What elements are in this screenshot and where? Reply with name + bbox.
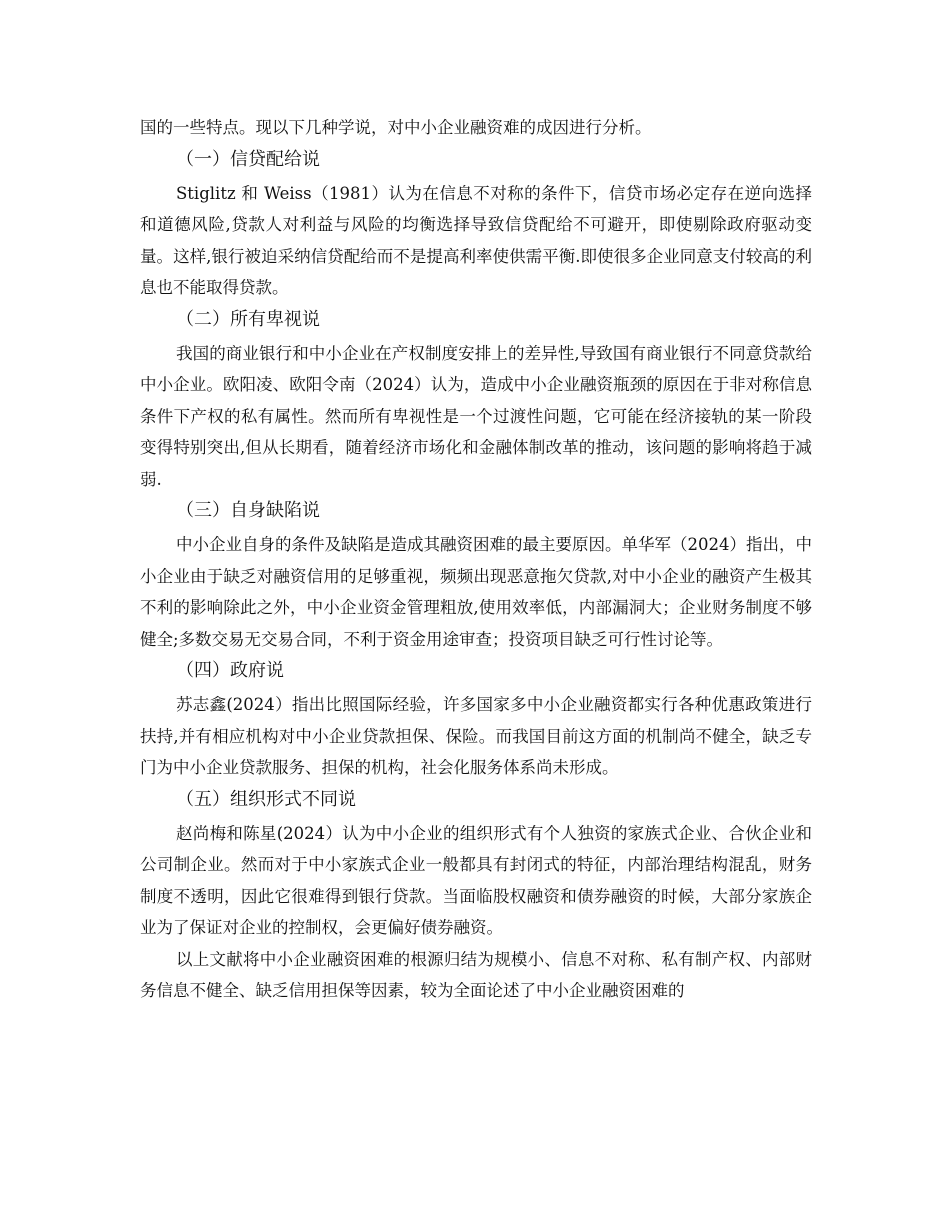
section-heading-organization-form: （五）组织形式不同说 xyxy=(176,788,356,810)
section-paragraph: 苏志鑫(2024）指出比照国际经验，许多国家多中小企业融资都实行各种优惠政策进行扶持,并有相应机构对中小企业贷款担保、保险。而我国目前这方面的机制尚不健全，缺乏专门为中小企业贷款服务、担保的机构，社会化服务体系尚未形成。 xyxy=(140,695,812,777)
section-paragraph: Stiglitz 和 Weiss（1981）认为在信息不对称的条件下，信贷市场必定存在逆向选择和道德风险,贷款人对利益与风险的均衡选择导致信贷配给不可避开，即使剔除政府驱动变量。这样,银行被迫采纳信贷配给而不是提高利率使供需平衡.即使很多企业同意支付较高的利息也不能取得贷款。 xyxy=(140,183,812,297)
section-paragraph: 我国的商业银行和中小企业在产权制度安排上的差异性,导致国有商业银行不同意贷款给中小企业。欧阳凌、欧阳令南（2024）认为，造成中小企业融资瓶颈的原因在于非对称信息条件下产权的私有属性。然而所有卑视性是一个过渡性问题，它可能在经济接轨的某一阶段变得特别突出,但从长期看，随着经济市场化和金融体制改革的推动，该问题的影响将趋于减弱. xyxy=(140,343,812,489)
section-heading-self-defects: （三）自身缺陷说 xyxy=(176,500,320,521)
intro-paragraph: 国的一些特点。现以下几种学说，对中小企业融资难的成因进行分析。 xyxy=(140,118,652,137)
section-paragraph: 中小企业自身的条件及缺陷是造成其融资困难的最主要原因。单华军（2024）指出，中小企业由于缺乏对融资信用的足够重视，频频出现恶意拖欠贷款,对中小企业的融资产生极其不利的影响除此之外，中小企业资金管理粗放,使用效率低，内部漏洞大；企业财务制度不够健全;多数交易无交易合同，不利于资金用途审查；投资项目缺乏可行性讨论等。 xyxy=(140,535,812,649)
summary-paragraph: 以上文献将中小企业融资困难的根源归结为规模小、信息不对称、私有制产权、内部财务信息不健全、缺乏信用担保等因素，较为全面论述了中小企业融资困难的 xyxy=(140,949,812,1000)
section-heading-government: （四）政府说 xyxy=(176,660,284,681)
document-page xyxy=(140,112,812,1007)
section-paragraph: 赵尚梅和陈星(2024）认为中小企业的组织形式有个人独资的家族式企业、合伙企业和公司制企业。然而对于中小家族式企业一般都具有封闭式的特征，内部治理结构混乱，财务制度不透明，因此它很难得到银行贷款。当面临股权融资和债券融资的时候，大部分家族企业为了保证对企业的控制权，会更偏好债券融资。 xyxy=(140,823,812,937)
section-heading-credit-rationing: （一）信贷配给说 xyxy=(176,148,320,170)
section-heading-ownership-discrimination: （二）所有卑视说 xyxy=(176,308,320,330)
